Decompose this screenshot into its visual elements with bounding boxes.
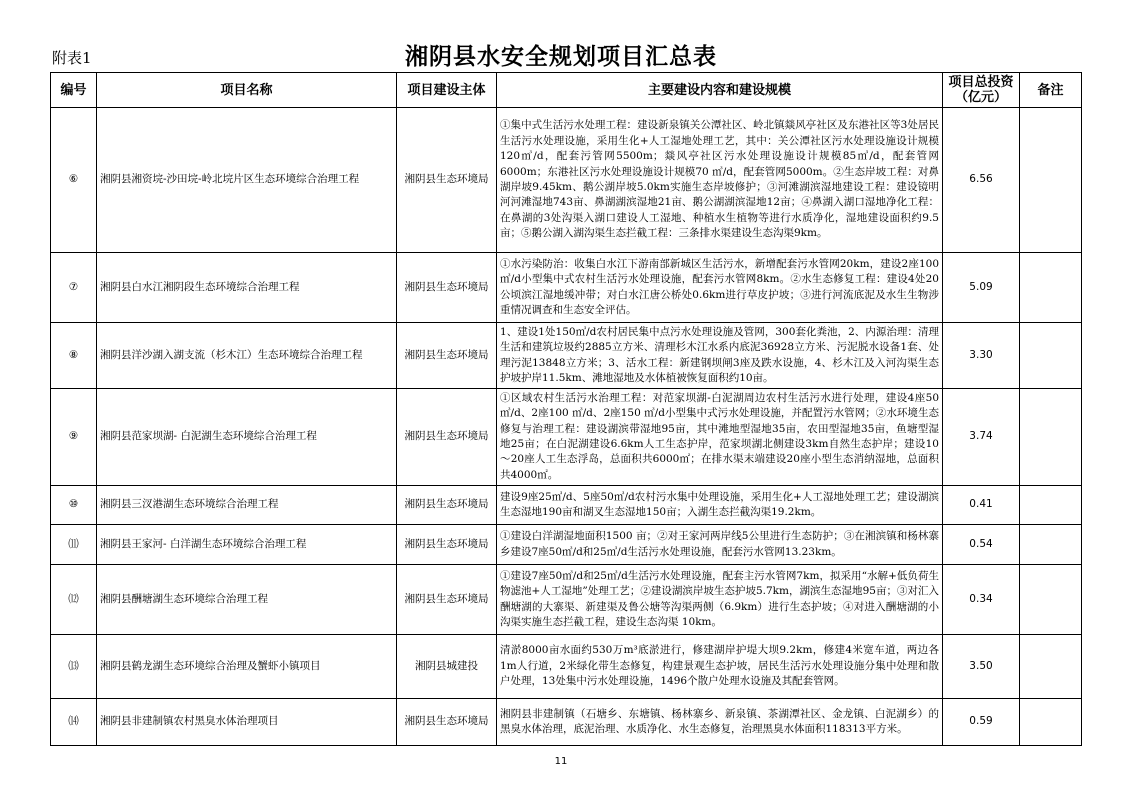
table-row <box>51 699 1082 746</box>
header-name: 项目名称 <box>97 73 397 108</box>
table-row <box>51 323 1082 389</box>
row-name: 湘阴县洋沙湖入湖支流（杉木江）生态环境综合治理工程 <box>97 323 397 389</box>
row-num: ⑥ <box>51 108 97 253</box>
row-investment: 3.50 <box>943 635 1020 699</box>
row-content: ①水污染防治：收集白水江下游南部新城区生活污水，新增配套污水管网20km，建设2座100 ㎥/d小型集中式农村生活污水处理设施，配套污水管网8km。②水生态修复工程：建设4处20公顷滨江湿地缓冲带；对白水江唐公桥处0.6km进行草皮护坡；③进行河流底泥及水生生物涉重情况调查和生态安全评估。 <box>497 253 943 323</box>
row-name: 湘阴县非建制镇农村黑臭水体治理项目 <box>97 699 397 746</box>
project-summary-table <box>50 72 1082 746</box>
table-row <box>51 565 1082 635</box>
row-content: ①区域农村生活污水治理工程：对范家坝湖-白泥湖周边农村生活污水进行处理，建设4座50 ㎥/d、2座100 ㎥/d、2座150 ㎥/d小型集中式污水处理设施，并配置污水管网；②水环境生态修复与治理工程：建设湖滨带湿地95亩，其中滩地型湿地35亩，农田型湿地35亩，鱼塘型湿地25亩；在白泥湖建设6.6km人工生态护岸，范家坝湖北侧建设3km自然生态护岸；建设10～20座人工生态浮岛，总面积共6000㎡；在排水渠末端建设20座小型生态消纳湿地，总面积共4000㎡。 <box>497 389 943 486</box>
row-entity: 湘阴县生态环境局 <box>397 323 497 389</box>
row-remarks <box>1020 635 1082 699</box>
row-remarks <box>1020 389 1082 486</box>
row-content: 1、建设1处150㎥/d农村居民集中点污水处理设施及管网，300套化粪池，2、内源治理：清理生活和建筑垃圾约2885立方米、清理杉木江水系内底泥36928立方米、污泥脱水设备1套、处理污泥13848立方米；3、活水工程：新建钢坝闸3座及跌水设施，4、杉木江及入河沟渠生态护坡护岸11.5km、滩地湿地及水体植被恢复面积约10亩。 <box>497 323 943 389</box>
row-investment: 3.30 <box>943 323 1020 389</box>
appendix-label: 附表1 <box>52 49 92 67</box>
table-row <box>51 486 1082 525</box>
row-num: ⑿ <box>51 565 97 635</box>
table-row <box>51 389 1082 486</box>
row-remarks <box>1020 525 1082 565</box>
row-entity: 湘阴县生态环境局 <box>397 525 497 565</box>
row-name: 湘阴县鹤龙湖生态环境综合治理及蟹虾小镇项目 <box>97 635 397 699</box>
row-num: ⑾ <box>51 525 97 565</box>
row-name: 湘阴县湘资垸-沙田垸-岭北垸片区生态环境综合治理工程 <box>97 108 397 253</box>
row-content: ①集中式生活污水处理工程：建设新泉镇关公潭社区、岭北镇燚风亭社区及东港社区等3处居民生活污水处理设施，采用生化+人工湿地处理工艺，其中：关公潭社区污水处理设施设计规模120㎥/d，配套污管网5500m；燚风亭社区污水处理设施设计规模85㎥/d，配套管网6000m；东港社区污水处理设施设计规模70 ㎥/d，配套管网5000m。②生态岸坡工程：对鼻湖岸坡9.45km、鹅公湖岸坡5.0km实施生态岸坡修护；③河滩湖滨湿地建设工程：建设镜明河河滩湿地743亩、鼻湖湖滨湿地21亩、鹅公湖湖滨湿地12亩；④鼻湖入湖口湿地净化工程：在鼻湖的3处沟渠入湖口建设人工湿地、种植水生植物等进行水质净化，湿地建设面积约9.5亩；⑤鹅公湖入湖沟渠生态拦截工程：三条排水渠建设生态沟渠9km。 <box>497 108 943 253</box>
table-row <box>51 635 1082 699</box>
header-num: 编号 <box>51 73 97 108</box>
row-remarks <box>1020 565 1082 635</box>
row-investment: 0.41 <box>943 486 1020 525</box>
row-num: ⒀ <box>51 635 97 699</box>
row-remarks <box>1020 486 1082 525</box>
row-remarks <box>1020 699 1082 746</box>
row-name: 湘阴县酬塘湖生态环境综合治理工程 <box>97 565 397 635</box>
row-investment: 5.09 <box>943 253 1020 323</box>
row-entity: 湘阴县生态环境局 <box>397 565 497 635</box>
header-content: 主要建设内容和建设规模 <box>497 73 943 108</box>
table-header-row <box>51 73 1082 108</box>
table-row <box>51 253 1082 323</box>
row-entity: 湘阴县城建投 <box>397 635 497 699</box>
row-content: 建设9座25㎥/d、5座50㎥/d农村污水集中处理设施，采用生化+人工湿地处理工艺；建设湖滨生态湿地190亩和湖叉生态湿地150亩；入湖生态拦截沟渠19.2km。 <box>497 486 943 525</box>
row-name: 湘阴县三汊港湖生态环境综合治理工程 <box>97 486 397 525</box>
row-content: ①建设7座50㎥/d和25㎥/d生活污水处理设施，配套主污水管网7km，拟采用“水解+低负荷生物滤池+人工湿地”处理工艺；②建设湖滨岸坡生态护坡5.7km，湖滨生态湿地95亩；③对汇入酬塘湖的大寨渠、新建渠及鲁公塘等沟渠两侧（6.9km）进行生态护坡；④对进入酬塘湖的小沟渠实施生态拦截工程，建设生态沟渠 10km。 <box>497 565 943 635</box>
row-entity: 湘阴县生态环境局 <box>397 253 497 323</box>
header-investment: 项目总投资（亿元） <box>943 73 1020 108</box>
header-remarks: 备注 <box>1020 73 1082 108</box>
row-remarks <box>1020 108 1082 253</box>
row-content: ①建设白洋湖湿地面积1500 亩；②对王家河两岸线5公里进行生态防护；③在湘滨镇和杨林寨乡建设7座50㎥/d和25㎥/d生活污水处理设施，配套污水管网13.23km。 <box>497 525 943 565</box>
row-entity: 湘阴县生态环境局 <box>397 108 497 253</box>
table-row <box>51 525 1082 565</box>
row-investment: 0.59 <box>943 699 1020 746</box>
row-remarks <box>1020 253 1082 323</box>
row-content: 湘阴县非建制镇（石塘乡、东塘镇、杨林寨乡、新泉镇、茶湖潭社区、金龙镇、白泥湖乡）的黑臭水体治理，底泥治理、水质净化、水生态修复，治理黑臭水体面积118313平方米。 <box>497 699 943 746</box>
row-num: ⑨ <box>51 389 97 486</box>
row-investment: 6.56 <box>943 108 1020 253</box>
page-number: 11 <box>554 756 568 767</box>
row-entity: 湘阴县生态环境局 <box>397 699 497 746</box>
row-investment: 0.54 <box>943 525 1020 565</box>
row-investment: 0.34 <box>943 565 1020 635</box>
row-num: ⑦ <box>51 253 97 323</box>
document-title: 湘阴县水安全规划项目汇总表 <box>405 44 717 70</box>
row-num: ⒁ <box>51 699 97 746</box>
row-entity: 湘阴县生态环境局 <box>397 486 497 525</box>
row-name: 湘阴县白水江湘阴段生态环境综合治理工程 <box>97 253 397 323</box>
row-remarks <box>1020 323 1082 389</box>
row-entity: 湘阴县生态环境局 <box>397 389 497 486</box>
row-num: ⑧ <box>51 323 97 389</box>
table-row <box>51 108 1082 253</box>
header-entity: 项目建设主体 <box>397 73 497 108</box>
row-investment: 3.74 <box>943 389 1020 486</box>
row-name: 湘阴县王家河- 白洋湖生态环境综合治理工程 <box>97 525 397 565</box>
row-content: 清淤8000亩水面约530万m³底淤进行，修建湖岸护堤大坝9.2km，修建4米宽车道，两边各1m人行道，2米绿化带生态修复，构建景观生态护坡，居民生活污水处理设施分集中处理和散户处理，13处集中污水处理设施，1496个散户处理水设施及其配套管网。 <box>497 635 943 699</box>
row-num: ⑩ <box>51 486 97 525</box>
row-name: 湘阴县范家坝湖- 白泥湖生态环境综合治理工程 <box>97 389 397 486</box>
